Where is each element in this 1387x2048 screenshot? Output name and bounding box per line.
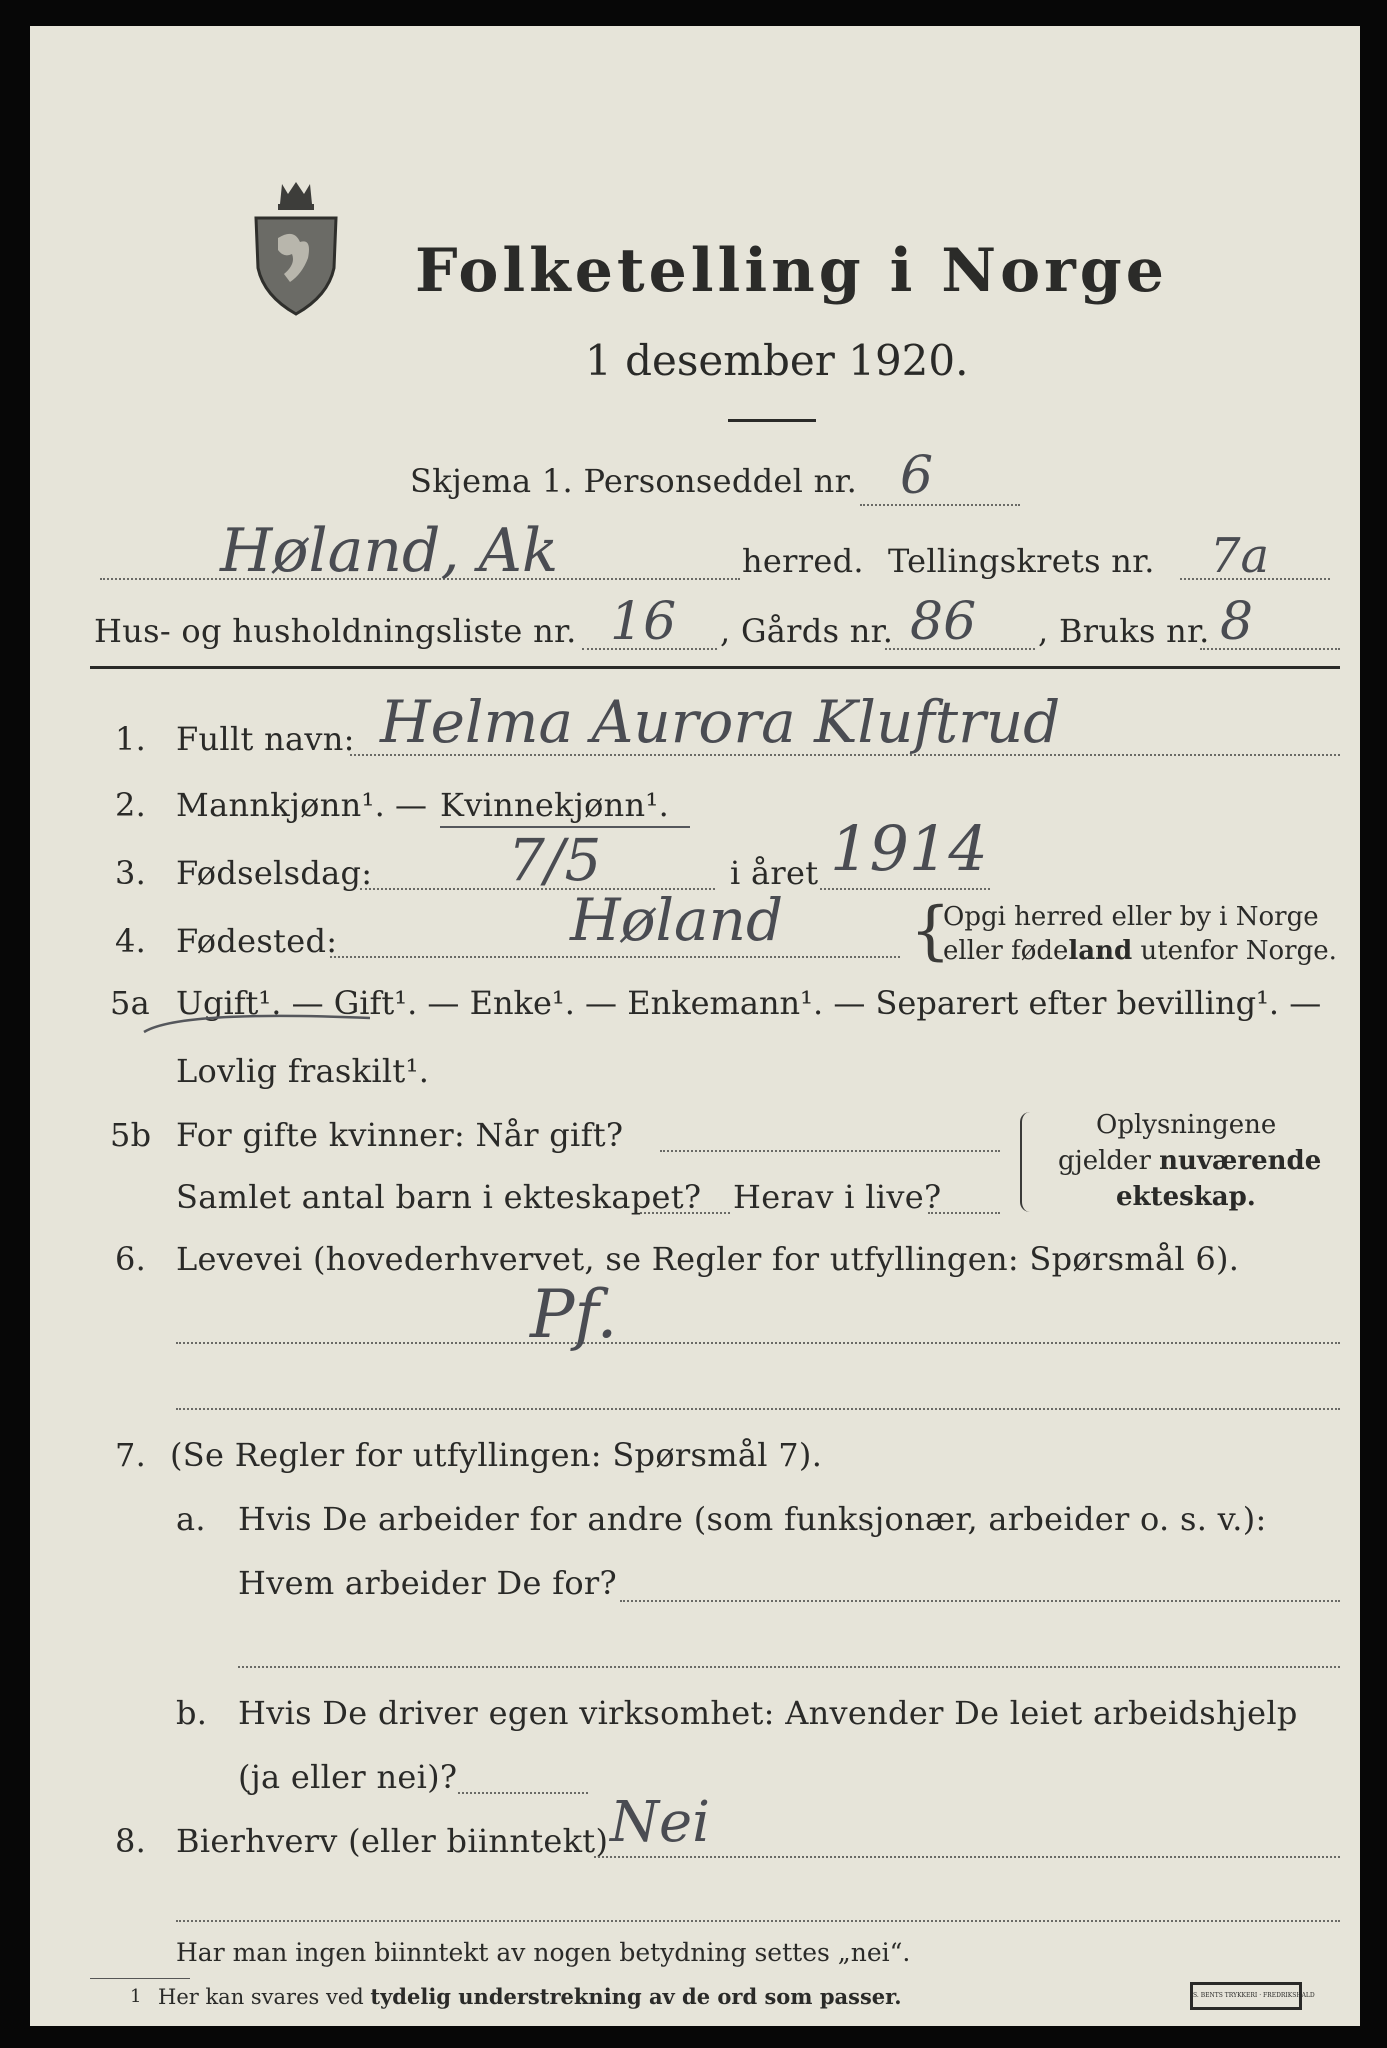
q8-value[interactable]: Nei bbox=[610, 1790, 711, 1855]
q8-label: Bierhverv (eller biinntekt) bbox=[176, 1822, 609, 1860]
footnote-rule bbox=[90, 1978, 190, 1979]
census-date: 1 desember 1920. bbox=[585, 336, 969, 385]
norwegian-coat-of-arms-icon bbox=[248, 178, 344, 322]
q5b-line1: For gifte kvinner: Når gift? bbox=[176, 1116, 624, 1154]
title-divider bbox=[728, 419, 816, 422]
q5b-note3: ekteskap. bbox=[1116, 1182, 1256, 1212]
q4-note-line2-bold: land bbox=[1068, 936, 1133, 966]
q5b-brace bbox=[1020, 1112, 1032, 1212]
q6-occupation[interactable]: Pf. bbox=[530, 1276, 618, 1353]
q5b-children-line bbox=[640, 1212, 730, 1214]
tellingskrets-value[interactable]: 7a bbox=[1210, 528, 1270, 584]
q6-label: Levevei (hovederhvervet, se Regler for utfyllingen: Spørsmål 6). bbox=[176, 1240, 1240, 1278]
q3-year-value[interactable]: 1914 bbox=[830, 812, 988, 885]
q5b-note1: Oplysningene bbox=[1096, 1110, 1277, 1140]
q4-note-line1: Opgi herred eller by i Norge bbox=[943, 902, 1319, 932]
q7-label: (Se Regler for utfyllingen: Spørsmål 7). bbox=[170, 1436, 823, 1474]
q2-number: 2. bbox=[115, 786, 147, 824]
q7a-letter: a. bbox=[176, 1500, 206, 1538]
q4-brace: { bbox=[910, 894, 951, 968]
q7b-line1: Hvis De driver egen virksomhet: Anvender De leiet arbeidshjelp bbox=[238, 1694, 1298, 1732]
q5a-number: 5a bbox=[110, 984, 151, 1022]
q4-birthplace[interactable]: Høland bbox=[570, 886, 784, 954]
q1-label: Fullt navn: bbox=[176, 720, 355, 758]
q1-full-name[interactable]: Helma Aurora Kluftrud bbox=[380, 688, 1061, 756]
q4-note-line2-a: eller føde bbox=[943, 936, 1069, 966]
q5b-line2-a: Samlet antal barn i ekteskapet? bbox=[176, 1178, 702, 1216]
q4-label: Fødested: bbox=[176, 922, 338, 960]
q5b-married-line bbox=[660, 1150, 1000, 1152]
q4-note-line2-c: utenfor Norge. bbox=[1132, 936, 1337, 966]
q5b-note2-bold: nuværende bbox=[1159, 1146, 1322, 1176]
schema-label: Skjema 1. Personseddel nr. bbox=[410, 462, 858, 500]
husliste-label: Hus- og husholdningsliste nr. bbox=[94, 612, 577, 650]
husliste-value[interactable]: 16 bbox=[610, 592, 677, 652]
bruks-label: , Bruks nr. bbox=[1038, 612, 1210, 650]
footnote bbox=[158, 1984, 902, 2009]
q4-note-line2 bbox=[943, 936, 1337, 966]
q5a-mark bbox=[140, 1006, 380, 1040]
q7a-employer-line2 bbox=[238, 1666, 1340, 1668]
q8-line2 bbox=[176, 1920, 1340, 1922]
q3-label: Fødselsdag: bbox=[176, 854, 373, 892]
q1-number: 1. bbox=[115, 720, 147, 758]
tellingskrets-label: Tellingskrets nr. bbox=[888, 542, 1155, 580]
q5b-line2-b: Herav i live? bbox=[733, 1178, 942, 1216]
q5b-note2-a: gjelder bbox=[1058, 1146, 1160, 1176]
q7b-answer-line bbox=[458, 1792, 588, 1794]
q8-number: 8. bbox=[115, 1822, 147, 1860]
q3-year-line bbox=[820, 888, 990, 890]
q4-line bbox=[330, 956, 900, 958]
q3-year-label: i året bbox=[730, 854, 819, 892]
q7a-line2: Hvem arbeider De for? bbox=[238, 1564, 617, 1602]
q6-line1 bbox=[176, 1342, 1340, 1344]
q2-male: Mannkjønn¹. bbox=[176, 786, 386, 824]
q8-line bbox=[594, 1856, 1340, 1858]
q6-line2 bbox=[176, 1408, 1340, 1410]
gards-value[interactable]: 86 bbox=[910, 592, 977, 652]
q2-separator: — bbox=[395, 786, 428, 824]
q7a-line1: Hvis De arbeider for andre (som funksjonær, arbeider o. s. v.): bbox=[238, 1500, 1267, 1538]
footnote-a: Her kan svares ved bbox=[158, 1985, 371, 2009]
q3-day-value[interactable]: 7/5 bbox=[508, 826, 602, 894]
personseddel-nr[interactable]: 6 bbox=[900, 446, 934, 506]
header-rule bbox=[90, 666, 1340, 669]
q7-number: 7. bbox=[115, 1436, 147, 1474]
q7b-line2: (ja eller nei)? bbox=[238, 1758, 458, 1796]
census-form bbox=[30, 26, 1360, 2026]
q5b-alive-line bbox=[928, 1212, 1000, 1214]
footer-note: Har man ingen biinntekt av nogen betydning settes „nei“. bbox=[176, 1938, 911, 1967]
bruks-value[interactable]: 8 bbox=[1220, 592, 1254, 652]
q7a-employer-line bbox=[620, 1600, 1340, 1602]
q3-number: 3. bbox=[115, 854, 147, 892]
herred-value[interactable]: Høland, Ak bbox=[220, 516, 559, 586]
herred-label: herred. bbox=[742, 542, 864, 580]
q5a-line2[interactable]: Lovlig fraskilt¹. bbox=[176, 1052, 430, 1090]
personseddel-line bbox=[860, 504, 1020, 506]
printer-stamp-text: S. BENTS TRYKKERI · FREDRIKSHALD bbox=[1193, 1992, 1315, 1999]
q5a-line1: Ugift¹. — Gift¹. — Enke¹. — Enkemann¹. — Separert efter bevilling¹. — bbox=[176, 984, 1322, 1022]
q2-female[interactable]: Kvinnekjønn¹. bbox=[440, 786, 670, 824]
q6-number: 6. bbox=[115, 1240, 147, 1278]
footnote-mark: 1 bbox=[130, 1986, 142, 2007]
q4-number: 4. bbox=[115, 922, 147, 960]
printer-stamp bbox=[1190, 1982, 1315, 2010]
q7b-letter: b. bbox=[176, 1694, 208, 1732]
q5b-number: 5b bbox=[110, 1116, 152, 1154]
form-title: Folketelling i Norge bbox=[415, 236, 1168, 306]
footnote-bold: tydelig understrekning av de ord som passer. bbox=[370, 1984, 902, 2009]
gards-label: , Gårds nr. bbox=[720, 612, 894, 650]
q5b-note2 bbox=[1058, 1146, 1321, 1176]
